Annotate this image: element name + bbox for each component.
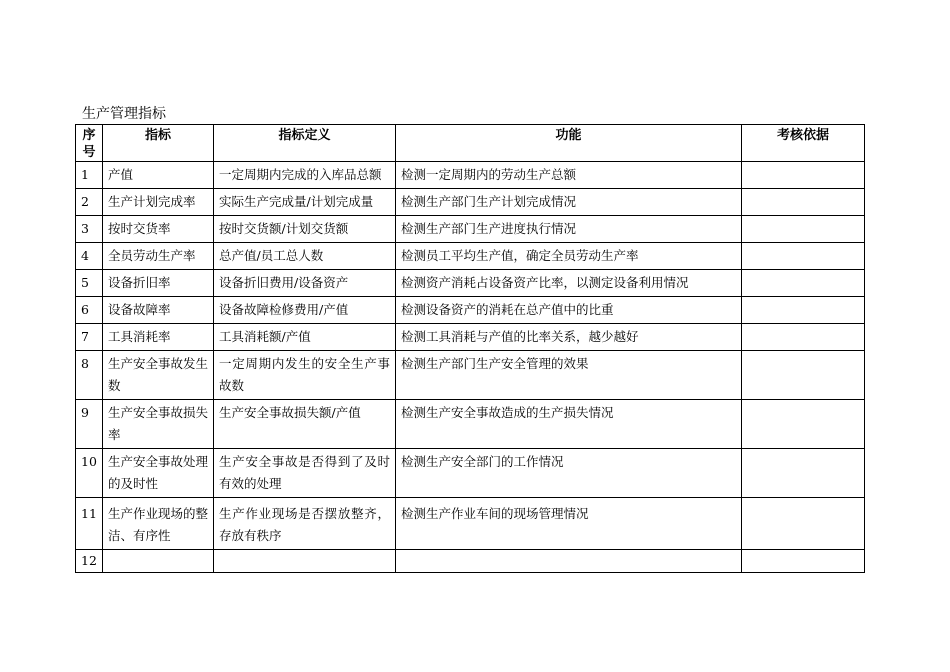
row-seq: 1 xyxy=(76,162,103,189)
row-basis xyxy=(742,498,865,550)
table-row xyxy=(76,243,865,270)
row-function: 检测生产部门生产计划完成情况 xyxy=(396,189,742,216)
table-header-row xyxy=(76,125,865,162)
row-definition: 生产安全事故是否得到了及时有效的处理 xyxy=(214,449,396,498)
row-seq: 10 xyxy=(76,449,103,498)
indicator-table xyxy=(75,124,865,573)
row-indicator: 设备故障率 xyxy=(103,297,214,324)
table-row xyxy=(76,270,865,297)
row-seq: 9 xyxy=(76,400,103,449)
row-indicator: 生产作业现场的整洁、有序性 xyxy=(103,498,214,550)
row-basis xyxy=(742,400,865,449)
row-indicator: 按时交货率 xyxy=(103,216,214,243)
row-indicator: 全员劳动生产率 xyxy=(103,243,214,270)
row-seq: 3 xyxy=(76,216,103,243)
row-definition: 生产作业现场是否摆放整齐，存放有秩序 xyxy=(214,498,396,550)
row-definition: 生产安全事故损失额/产值 xyxy=(214,400,396,449)
row-function: 检测资产消耗占设备资产比率，以测定设备利用情况 xyxy=(396,270,742,297)
row-definition xyxy=(214,550,396,573)
row-definition: 一定周期内发生的安全生产事故数 xyxy=(214,351,396,400)
row-function: 检测生产作业车间的现场管理情况 xyxy=(396,498,742,550)
row-function: 检测生产部门生产安全管理的效果 xyxy=(396,351,742,400)
row-seq: 12 xyxy=(76,550,103,573)
header-basis: 考核依据 xyxy=(742,125,865,162)
row-indicator: 设备折旧率 xyxy=(103,270,214,297)
header-definition: 指标定义 xyxy=(214,125,396,162)
row-function: 检测一定周期内的劳动生产总额 xyxy=(396,162,742,189)
row-definition: 设备故障检修费用/产值 xyxy=(214,297,396,324)
row-basis xyxy=(742,216,865,243)
row-function: 检测生产安全部门的工作情况 xyxy=(396,449,742,498)
row-function: 检测员工平均生产值，确定全员劳动生产率 xyxy=(396,243,742,270)
row-seq: 11 xyxy=(76,498,103,550)
row-basis xyxy=(742,297,865,324)
row-definition: 按时交货额/计划交货额 xyxy=(214,216,396,243)
table-row xyxy=(76,162,865,189)
header-indicator: 指标 xyxy=(103,125,214,162)
page-title: 生产管理指标 xyxy=(82,106,166,122)
row-seq: 4 xyxy=(76,243,103,270)
row-basis xyxy=(742,324,865,351)
row-definition: 总产值/员工总人数 xyxy=(214,243,396,270)
table-row xyxy=(76,189,865,216)
row-indicator: 产值 xyxy=(103,162,214,189)
row-basis xyxy=(742,189,865,216)
table-row xyxy=(76,550,865,573)
row-definition: 实际生产完成量/计划完成量 xyxy=(214,189,396,216)
row-indicator: 生产计划完成率 xyxy=(103,189,214,216)
table-row xyxy=(76,216,865,243)
row-definition: 设备折旧费用/设备资产 xyxy=(214,270,396,297)
header-function: 功能 xyxy=(396,125,742,162)
row-indicator: 工具消耗率 xyxy=(103,324,214,351)
table-row xyxy=(76,449,865,498)
row-indicator: 生产安全事故发生数 xyxy=(103,351,214,400)
row-definition: 一定周期内完成的入库品总额 xyxy=(214,162,396,189)
row-indicator xyxy=(103,550,214,573)
row-seq: 2 xyxy=(76,189,103,216)
table-row xyxy=(76,324,865,351)
row-indicator: 生产安全事故损失率 xyxy=(103,400,214,449)
row-seq: 7 xyxy=(76,324,103,351)
row-basis xyxy=(742,550,865,573)
row-definition: 工具消耗额/产值 xyxy=(214,324,396,351)
row-function xyxy=(396,550,742,573)
header-seq: 序号 xyxy=(76,125,103,162)
table-row xyxy=(76,400,865,449)
row-function: 检测生产安全事故造成的生产损失情况 xyxy=(396,400,742,449)
row-indicator: 生产安全事故处理的及时性 xyxy=(103,449,214,498)
row-seq: 5 xyxy=(76,270,103,297)
row-seq: 8 xyxy=(76,351,103,400)
row-basis xyxy=(742,162,865,189)
table-row xyxy=(76,351,865,400)
row-basis xyxy=(742,351,865,400)
row-function: 检测工具消耗与产值的比率关系，越少越好 xyxy=(396,324,742,351)
row-function: 检测设备资产的消耗在总产值中的比重 xyxy=(396,297,742,324)
row-function: 检测生产部门生产进度执行情况 xyxy=(396,216,742,243)
row-seq: 6 xyxy=(76,297,103,324)
table-row xyxy=(76,498,865,550)
row-basis xyxy=(742,243,865,270)
table-row xyxy=(76,297,865,324)
row-basis xyxy=(742,270,865,297)
row-basis xyxy=(742,449,865,498)
